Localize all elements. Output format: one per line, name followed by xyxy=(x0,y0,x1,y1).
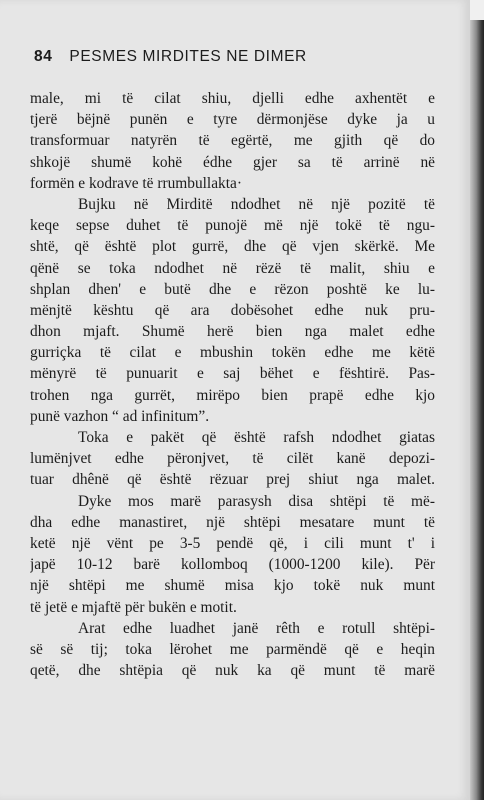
text-line: keqe sepse duhet të punojë më një tokë të ngu- xyxy=(30,217,435,235)
text-line: qënë se toka ndodhet në rëzë të malit, shiu e xyxy=(30,259,435,277)
book-spine-edge xyxy=(470,0,484,800)
spine-top-gap xyxy=(470,0,484,20)
text-line: ketë një vënt pe 3-5 pendë që, i cili munt t' i xyxy=(30,534,435,552)
text-line: lumënjvet edhe përonjvet, të cilët kanë depozi- xyxy=(30,450,435,468)
text-line: transformuar natyrën të egërtë, me gjith që do xyxy=(30,132,435,150)
paragraph xyxy=(30,491,435,618)
paragraph xyxy=(30,618,435,682)
text-line: Arat edhe luadhet janë rêth e rotull shtëpi- xyxy=(78,619,435,637)
text-line: mënyrë të punuarit e saj bëhet e fështirë. Pas- xyxy=(30,365,435,383)
paragraph xyxy=(30,194,435,427)
running-title: PESMES MIRDITES NE DIMER xyxy=(69,48,307,65)
text-line: gurriçka të cilat e mbushin tokën edhe me këtë xyxy=(30,344,435,362)
paragraph xyxy=(30,88,435,194)
text-line: shkojë shumë kohë édhe gjer sa të arrinë në xyxy=(30,153,435,171)
body-text xyxy=(30,88,435,681)
text-line: qetë, dhe shtëpia që nuk ka që munt të marë xyxy=(30,662,435,680)
text-line: një shtëpi me shumë misa kjo tokë nuk munt xyxy=(30,577,435,595)
running-header xyxy=(34,48,414,70)
text-line: tjerë bëjnë punën e tyre dërmonjëse dyke ja u xyxy=(30,111,435,129)
text-line: Dyke mos marë parasysh disa shtëpi të më- xyxy=(78,492,435,510)
text-line: mënjtë kështu që ara dobësohet edhe nuk pru- xyxy=(30,301,435,319)
text-line: tuar dhênë që është rëzuar prej shiut nga malet. xyxy=(30,471,435,489)
text-line: Toka e pakët që është rafsh ndodhet giatas xyxy=(78,429,435,446)
paragraph xyxy=(30,427,435,491)
text-line: male, mi të cilat shiu, djelli edhe axhentët e xyxy=(30,90,435,107)
text-line: shplan dhen' e butë dhe e rëzon poshtë ke lu- xyxy=(30,280,435,298)
text-line: dha edhe manastiret, një shtëpi mesatare munt të xyxy=(30,513,435,531)
text-line: formën e kodrave të rrumbullakta· xyxy=(30,174,242,192)
text-line: Bujku në Mirditë ndodhet në një pozitë të xyxy=(78,195,435,213)
text-line: trohen nga gurrët, mirëpo bien prapë edhe kjo xyxy=(30,386,435,404)
text-line: të jetë e mjaftë për bukën e motit. xyxy=(30,598,237,616)
text-line: japë 10-12 barë kollomboq (1000-1200 kile). Për xyxy=(30,556,435,574)
text-line: punë vazhon “ ad infinitum”. xyxy=(30,407,210,425)
text-line: shtë, që është plot gurrë, dhe që vjen skërkë. Me xyxy=(30,238,435,256)
text-line: së së tij; toka lërohet me parmëndë që e heqin xyxy=(30,640,435,658)
page-number: 84 xyxy=(34,48,53,65)
text-line: dhon mjaft. Shumë herë bien nga malet edhe xyxy=(30,323,435,341)
